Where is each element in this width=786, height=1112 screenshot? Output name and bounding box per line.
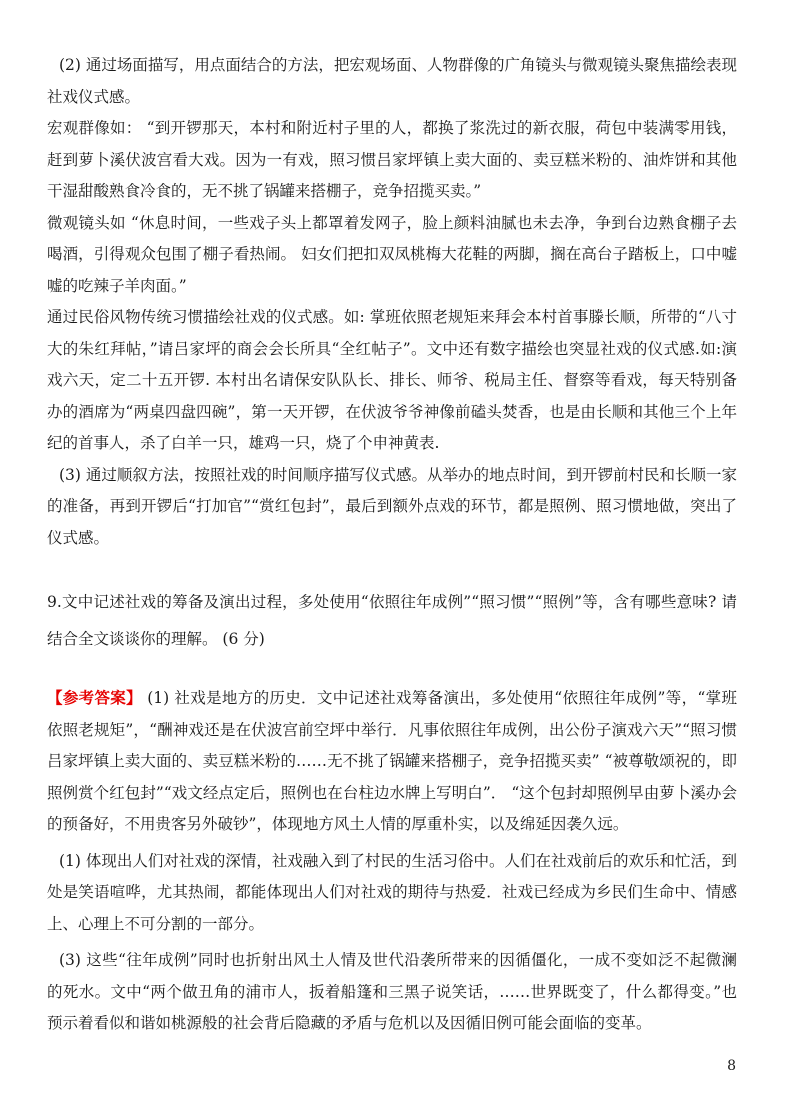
paragraph-folk-customs: 通过民俗风物传统习惯描绘社戏的仪式感。如: 掌班依照老规矩来拜会本村首事滕长顺，所带的“八寸大的朱红拜帖，”请吕家坪的商会会长所具“全红帖子”。文中还有数字描绘也突显社戏的仪式感.如:演戏六天，定二十五开锣. 本村出名请保安队队长、排长、师爷、税局主任、督察等看戏，每天特别备办的酒席为“两桌四盘四碗”，第一天开锣，在伏波爷爷神像前磕头焚香，也是由长顺和其他三个上年纪的首事人，杀了白羊一只，雄鸡一只，烧了个申神黄表. (47, 308, 737, 452)
paragraph-macro-example: 宏观群像如： “到开锣那天，本村和附近村子里的人，都换了浆洗过的新衣服，荷包中装满零用钱，赶到萝卜溪伏波宫看大戏。因为一有戏，照习惯吕家坪镇上卖大面的、卖豆糕米粉的、油炸饼和其他干湿甜酸熟食冷食的，无不挑了锅罐来搭棚子，竞争招揽买卖。” (47, 119, 737, 200)
page-number: 8 (727, 1058, 736, 1074)
answer-paragraph (47, 682, 737, 841)
answer-point-3: (3) 这些“往年成例”同时也折射出风土人情及世代沿袭所带来的因循僵化，一成不变如泛不起微澜的死水。文中“两个做丑角的浦市人，扳着船篷和三黑子说笑话，……世界既变了，什么都得变。”也预示着看似和谐如桃源般的社会背后隐藏的矛盾与危机以及因循旧例可能会面临的变革。 (47, 951, 737, 1032)
answer-point-1: (1) 体现出人们对社戏的深情，社戏融入到了村民的生活习俗中。人们在社戏前后的欢乐和忙活，到处是笑语喧哗，尤其热闹，都能体现出人们对社戏的期待与热爱．社戏已经成为乡民们生命中、情感上、心理上不可分割的一部分。 (47, 851, 737, 933)
answer-text: (1) 社戏是地方的历史．文中记述社戏筹备演出，多处使用“依照往年成例”等，“掌班依照老规矩”，“酬神戏还是在伏波宫前空坪中举行．凡事依照往年成例，出公份子演戏六天”“照习惯吕家坪镇上卖大面的、卖豆糕米粉的……无不挑了锅罐来搭棚子，竞争招揽买卖” “被尊敬颂祝的，即照例赏个红包封”“戏文经点定后，照例也在台柱边水牌上写明白”． “这个包封却照例早由萝卜溪办会的预备好，不用贵客另外破钞”，体现地方风土人情的厚重朴实，以及绵延因袭久远。 (47, 689, 737, 833)
paragraph-point-2: (2) 通过场面描写，用点面结合的方法，把宏观场面、人物群像的广角镜头与微观镜头聚焦描绘表现社戏仪式感。 (47, 56, 737, 106)
paragraph-micro-example: 微观镜头如 “休息时间，一些戏子头上都罩着发网子，脸上颜料油腻也未去净，争到台边熟食棚子去喝酒，引得观众包围了棚子看热闹。 妇女们把扣双凤桃梅大花鞋的两脚，搁在高台子踏板上，口中嘘嘘的吃辣子羊肉面。” (47, 213, 737, 295)
document-body (47, 50, 737, 1040)
reference-answer-label: 【参考答案】 (47, 688, 142, 707)
paragraph-point-3: (3) 通过顺叙方法，按照社戏的时间顺序描写仪式感。从举办的地点时间，到开锣前村民和长顺一家的准备，再到开锣后“打加官”“赏红包封”，最后到额外点戏的环节，都是照例、照习惯地做，突出了仪式感。 (47, 465, 737, 547)
question-9: 9.文中记述社戏的筹备及演出过程，多处使用“依照往年成例”“照习惯”“照例”等，含有哪些意味? 请结合全文谈谈你的理解。 (6 分) (47, 593, 737, 648)
